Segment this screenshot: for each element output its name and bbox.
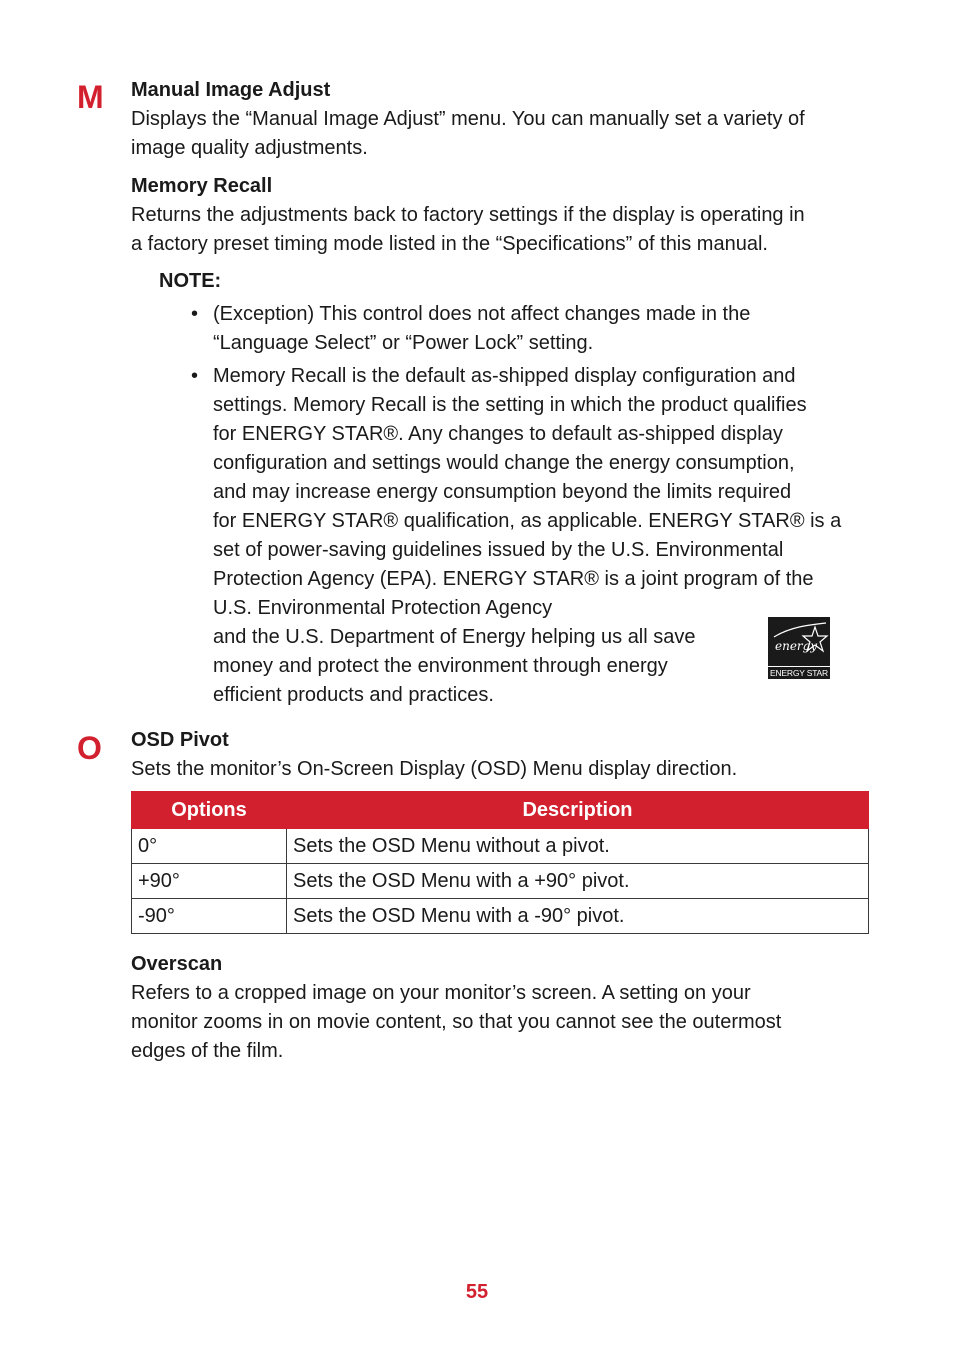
table-row: [132, 864, 869, 899]
section-letter-m: M: [77, 79, 104, 115]
bullet-2-line-8: Protection Agency (EPA). ENERGY STAR® is a joint program of the: [213, 568, 814, 590]
bullet-1-line-2: “Language Select” or “Power Lock” setting.: [213, 332, 594, 354]
bullet-2-line-5: and may increase energy consumption beyond the limits required: [213, 481, 792, 503]
table-cell-option: 0°: [132, 829, 287, 864]
overscan-block: [131, 950, 881, 1066]
osd-pivot-table: [131, 791, 869, 934]
memory-recall-line-1: Returns the adjustments back to factory settings if the display is operating in: [131, 204, 805, 226]
table-header-description: Description: [287, 792, 869, 829]
manual-image-adjust-block: [131, 76, 881, 163]
energy-script-text: energy: [775, 639, 818, 653]
table-row: [132, 899, 869, 934]
bullet-2-line-11: money and protect the environment through energy: [213, 655, 668, 677]
bullet-1-line-1: (Exception) This control does not affect changes made in the: [213, 303, 751, 325]
section-letter-o: O: [77, 730, 102, 766]
table-header-row: [132, 792, 869, 829]
table-row: [132, 829, 869, 864]
bullet-2-line-7: set of power-saving guidelines issued by the U.S. Environmental: [213, 539, 784, 561]
energy-star-emblem-icon: [768, 617, 830, 667]
table-cell-description: Sets the OSD Menu without a pivot.: [287, 829, 869, 864]
osd-pivot-line-1: Sets the monitor’s On-Screen Display (OSD) Menu display direction.: [131, 758, 738, 780]
bullet-2-line-4: configuration and settings would change the energy consumption,: [213, 452, 795, 474]
bullet-2-line-3: for ENERGY STAR®. Any changes to default as-shipped display: [213, 423, 783, 445]
energy-star-logo-icon: [768, 617, 830, 679]
table-cell-option: -90°: [132, 899, 287, 934]
memory-recall-title: Memory Recall: [131, 175, 273, 197]
bullet-2-line-12: efficient products and practices.: [213, 684, 494, 706]
overscan-line-2: monitor zooms in on movie content, so that you cannot see the outermost: [131, 1011, 782, 1033]
table-header-options: Options: [132, 792, 287, 829]
bullet-2-line-1: Memory Recall is the default as-shipped display configuration and: [213, 365, 796, 387]
memory-recall-line-2: a factory preset timing mode listed in the “Specifications” of this manual.: [131, 233, 768, 255]
bullet-2-line-6: for ENERGY STAR® qualification, as applicable. ENERGY STAR® is a: [213, 510, 842, 532]
overscan-line-3: edges of the film.: [131, 1040, 284, 1062]
bullet-dot-icon: •: [191, 303, 199, 325]
bullet-2-line-10: and the U.S. Department of Energy helping us all save: [213, 626, 696, 648]
overscan-title: Overscan: [131, 953, 223, 975]
table-cell-option: +90°: [132, 864, 287, 899]
manual-image-adjust-line-1: Displays the “Manual Image Adjust” menu. You can manually set a variety of: [131, 108, 805, 130]
bullet-2-line-9: U.S. Environmental Protection Agency: [213, 597, 553, 619]
osd-pivot-block: [131, 726, 881, 784]
osd-pivot-title: OSD Pivot: [131, 729, 229, 751]
energy-star-label: ENERGY STAR: [768, 666, 830, 679]
manual-image-adjust-line-2: image quality adjustments.: [131, 137, 368, 159]
note-bullet-1: [190, 300, 880, 358]
note-label: NOTE:: [159, 270, 222, 292]
table-cell-description: Sets the OSD Menu with a +90° pivot.: [287, 864, 869, 899]
table-cell-description: Sets the OSD Menu with a -90° pivot.: [287, 899, 869, 934]
manual-image-adjust-title: Manual Image Adjust: [131, 79, 331, 101]
overscan-line-1: Refers to a cropped image on your monitor’s screen. A setting on your: [131, 982, 751, 1004]
memory-recall-block: [131, 172, 881, 259]
bullet-dot-icon: •: [191, 365, 199, 387]
page-number: 55: [465, 1281, 489, 1303]
bullet-2-line-2: settings. Memory Recall is the setting in which the product qualifies: [213, 394, 807, 416]
